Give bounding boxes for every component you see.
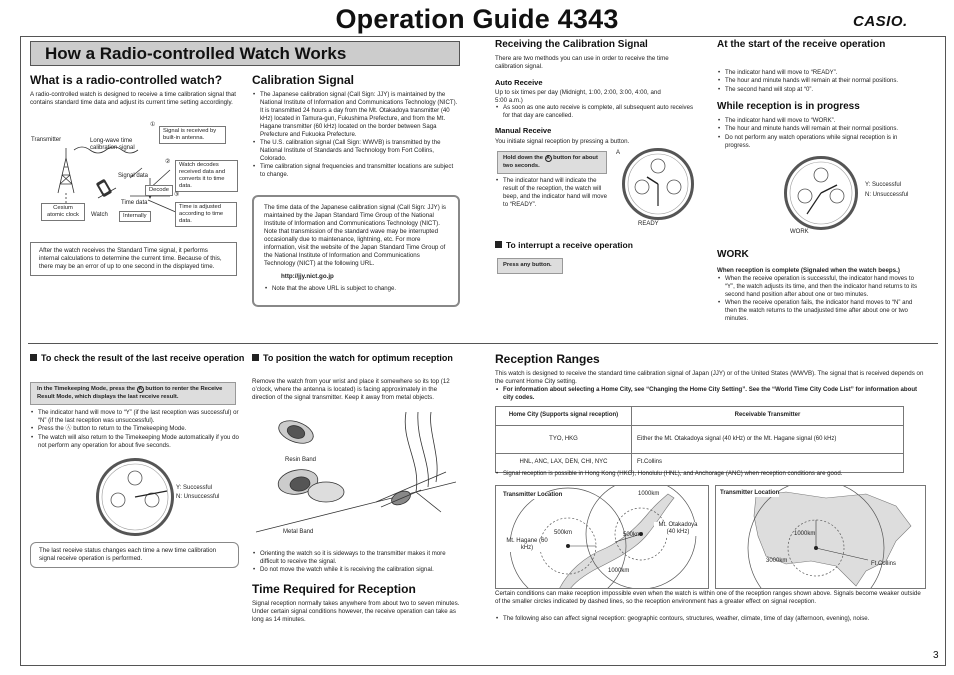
usa-map-graphic (716, 486, 926, 589)
table-cell: HNL, ANC, LAX, DEN, CHI, NYC (496, 454, 632, 473)
hold-button-box (497, 151, 607, 174)
step3-box: Time is adjusted according to time data. (175, 202, 237, 227)
step2-marker: ② (165, 159, 171, 165)
ranges-conditions: Certain conditions can make reception impossible even when the watch is within one of the reception ranges shown above. Signals become weaker outside of the smaller circles indicated by dashed lines, so the reception environment has a greater effect on signal reception. (495, 590, 921, 606)
n-unsuccessful-label: N: Unsuccessful (865, 192, 909, 198)
table-header-row (496, 407, 904, 426)
start-bullet: • The second hand will stop at “0”. (717, 86, 922, 94)
button-a-icon: A (138, 386, 143, 392)
check-box (30, 382, 236, 405)
map2-1000km: 1000km (794, 531, 816, 537)
hk-note: • Signal reception is possible in Hong Kong (HKG), Honolulu (HNL), and Anchorage (ANC) when reception conditions are good. (495, 470, 925, 478)
watch-work-illustration (784, 156, 858, 230)
start-bullet: • The hour and minute hands will remain at their normal positions. (717, 77, 922, 85)
divider (28, 343, 938, 344)
map1-title: Transmitter Location (503, 492, 563, 498)
square-bullet-icon (30, 354, 37, 361)
auto-receive-text: Up to six times per day (Midnight, 1:00, 2:00, 3:00, 4:00, and 5:00 a.m.) (495, 89, 661, 105)
while-heading: While reception is in progress (717, 101, 860, 112)
watch-on-table-illustration (256, 412, 456, 544)
signal-data-label: Signal data (118, 173, 149, 179)
step3-marker: ③ (174, 192, 180, 198)
ranges-bold-bullet: • For information about selecting a Home City, see “Changing the Home City Setting”. See the “World Time City Code List” for information about city codes. (495, 386, 925, 402)
calibration-bullet: • The U.S. calibration signal (Call Sign: WWVB) is transmitted by the National Institute of Standards and Technology from Fort Collins, Colorado. (252, 139, 459, 163)
japan-range-map (495, 485, 709, 589)
check-note-box: The last receive status changes each time a new time calibration signal receive operation is performed. (30, 542, 239, 568)
time-required-text: Signal reception normally takes anywhere from about two to seven minutes. Under certain signal conditions however, the receive operation can take as long as 14 minutes. (252, 600, 460, 624)
while-bullet: • The hour and minute hands will remain at their normal positions. (717, 125, 922, 133)
manual-receive-text: You initiate signal reception by pressing a button. (495, 138, 630, 145)
resin-band-label: Resin Band (285, 457, 317, 463)
receiving-intro: There are two methods you can use in order to receive the time calibration signal. (495, 55, 669, 71)
hold-suffix: button for about two seconds. (503, 155, 598, 169)
nict-url[interactable]: http://jjy.nict.go.jp (281, 272, 334, 280)
page-number: 3 (933, 650, 939, 661)
position-illustration (256, 412, 456, 544)
indicator-bullets (495, 177, 610, 209)
step2-box: Watch decodes received data and converts it to time data. (175, 160, 238, 192)
hk-note-list (495, 470, 925, 478)
position-heading-text: To position the watch for optimum reception (263, 353, 453, 363)
manual-receive-heading: Manual Receive (495, 126, 552, 135)
map1-1000km-a: 1000km (638, 491, 660, 497)
hagane-label: Mt. Hagane (60 kHz) (506, 538, 548, 552)
nict-info-box (252, 195, 460, 307)
work-bullet: • When the receive operation is successful, the indicator hand moves to “Y”, the watch adjusts its time, and then the indicator hand returns to its second hand position after about one or two minutes. (717, 275, 925, 299)
table-cell: Ft.Collins (632, 454, 904, 473)
section-title: How a Radio-controlled Watch Works (30, 41, 460, 66)
receiving-heading: Receiving the Calibration Signal (495, 39, 648, 50)
map1-500km-a: 500km (554, 530, 573, 536)
y-successful-label: Y: Successful (865, 182, 902, 188)
longwave-label: Long-wave time calibration signal (90, 138, 135, 152)
work-label: WORK (790, 229, 809, 235)
check-heading-text: To check the result of the last receive operation (41, 353, 245, 363)
while-bullet: • The indicator hand will move to “WORK”. (717, 117, 922, 125)
watch-result-illustration (96, 458, 174, 536)
watch-face-icon (625, 151, 691, 217)
calibration-bullets (252, 91, 459, 180)
check-heading (30, 353, 245, 364)
position-bullet: • Orienting the watch so it is sideways to the transmitter makes it more difficult to receive the signal. (252, 550, 462, 566)
work-bullets (717, 275, 925, 324)
map1-1000km-b: 1000km (608, 568, 630, 574)
table-header: Receivable Transmitter (632, 407, 904, 426)
while-bullets (717, 117, 922, 150)
position-bullets (252, 550, 462, 575)
ranges-following-list (495, 615, 925, 623)
ranges-following: • The following also can affect signal reception: geographic contours, structures, weather, climate, time of day (afternoon, evening), noise. (495, 615, 925, 623)
metal-band-label: Metal Band (283, 529, 314, 535)
what-text: A radio-controlled watch is designed to receive a time calibration signal that contains standard time data and adjust its current time setting accordingly. (30, 91, 237, 107)
after-note-box: After the watch receives the Standard Time signal, it performs internal calculations to determine the current time. Because of this, there may be an error of up to one second in the displayed time. (30, 242, 237, 276)
table-cell: Either the Mt. Otakadoya signal (40 kHz) or the Mt. Hagane signal (60 kHz) (632, 426, 904, 454)
ranges-intro: This watch is designed to receive the standard time calibration signal of Japan (JJY) or of the United States (WWVB). The signal that is received depends on the current Home City setting. (495, 370, 924, 386)
calibration-bullet: • The Japanese calibration signal (Call Sign: JJY) is maintained by the National Institute of Information and Communications Technology (NICT). It is transmitted 24 hours a day from the Mt. Otakadoya transmitter (40 kHz) located in Tamura-gun, Fukushima Prefecture, and from the Mt. Hagane transmitter (60 kHz) located on the border between Saga Prefecture and Fukuoka Prefecture. (252, 91, 459, 139)
table-row (496, 426, 904, 454)
map2-title: Transmitter Location (720, 490, 780, 496)
button-a-icon: A (546, 155, 550, 161)
start-bullets (717, 69, 922, 94)
interrupt-heading (495, 240, 633, 251)
work-subheading: When reception is complete (Signaled when the watch beeps.) (717, 267, 900, 274)
ranges-heading: Reception Ranges (495, 352, 600, 366)
work-bullet: • When the receive operation fails, the indicator hand moves to “N” and then the watch returns to the unadjusted time after about one or two minutes. (717, 299, 925, 323)
watch-ready-illustration (622, 148, 694, 220)
y-successful-label: Y: Successful (176, 485, 213, 491)
check-box-prefix: In the Timekeeping Mode, press the (37, 386, 137, 392)
map2-3000km: 3000km (766, 558, 788, 564)
map1-500km-b: 500km (623, 532, 642, 538)
ft-collins-label: Ft.Collins (871, 561, 897, 567)
square-bullet-icon (495, 241, 502, 248)
brand-text: CASIO. (853, 13, 908, 30)
n-unsuccessful-label: N: Unsuccessful (176, 494, 220, 500)
watch-face-icon (787, 159, 855, 227)
calibration-heading: Calibration Signal (252, 73, 355, 87)
start-bullet: • The indicator hand will move to “READY”. (717, 69, 922, 77)
calibration-bullet: • Time calibration signal frequencies and transmitter locations are subject to change. (252, 163, 459, 179)
watch-face-icon (99, 461, 171, 533)
cesium-box: Cesium atomic clock (41, 203, 85, 221)
document-title: Operation Guide 4343 (335, 4, 619, 34)
check-bullets (30, 409, 242, 450)
position-text: Remove the watch from your wrist and place it somewhere so its top (12 o’clock, where the antenna is located) is facing approximately in the direction of the signal transmitter. Keep it away from metal objects. (252, 378, 450, 402)
table-cell: TYO, HKG (496, 426, 632, 454)
check-box-suffix: button to renter the Receive Result Mode, which displays the last receive result. (37, 386, 223, 400)
url-note: • Note that the above URL is subject to change. (264, 285, 448, 293)
step1-box: Signal is received by built-in antenna. (159, 126, 226, 144)
time-data-label: Time data (121, 200, 148, 206)
check-bullet: • Press the Ⓐ button to return to the Timekeeping Mode. (30, 425, 242, 433)
url-note-list (264, 285, 448, 293)
check-bullet: • The indicator hand will move to “Y” (if the last reception was successful) or “N” (if the last reception was unsuccessful). (30, 409, 242, 425)
usa-range-map (715, 485, 926, 589)
watch-label: Watch (91, 212, 108, 218)
while-bullet: • Do not perform any watch operations while signal reception is in progress. (717, 134, 922, 150)
indicator-bullet: • The indicator hand will indicate the result of the reception, the watch will beep, and the indicator hand will move to “READY”. (495, 177, 610, 209)
start-heading: At the start of the receive operation (717, 39, 886, 50)
ranges-bold-bullets (495, 386, 925, 402)
step1-marker: ① (150, 122, 156, 128)
time-required-heading: Time Required for Reception (252, 582, 416, 596)
auto-receive-bullet: • As soon as one auto receive is complete, all subsequent auto receives for that day are cancelled. (495, 104, 695, 120)
what-heading: What is a radio-controlled watch? (30, 73, 223, 87)
position-bullet: • Do not move the watch while it is receiving the calibration signal. (252, 566, 462, 574)
internally-box: Internally (119, 211, 151, 222)
button-a-label: A (616, 150, 621, 156)
auto-receive-bullets (495, 104, 695, 120)
nict-info-text: The time data of the Japanese calibration signal (Call Sign: JJY) is maintained by the Japan Standard Time Group of the National Institute of Information and Communications Technology (NICT). Note that transmission of the standard wave may be interrupted occasionally due to maintenance, lightning, etc. For more information, visit the website of the Japan Standard Time Group of the National Institute of Information and Communications Technology (NICT) at the following URL. (264, 204, 446, 268)
work-heading: WORK (717, 249, 749, 260)
position-heading (252, 353, 462, 364)
transmitter-label: Transmitter (31, 137, 62, 143)
interrupt-heading-text: To interrupt a receive operation (506, 240, 633, 250)
check-bullet: • The watch will also return to the Timekeeping Mode automatically if you do not perform any operation for about five seconds. (30, 434, 242, 450)
table-header: Home City (Supports signal reception) (496, 407, 632, 426)
square-bullet-icon (252, 354, 259, 361)
otakadoya-label: Mt. Otakadoya (40 kHz) (654, 522, 702, 536)
decode-box: Decode (145, 185, 173, 196)
radio-diagram (30, 118, 245, 236)
interrupt-box: Press any button. (497, 258, 563, 274)
hold-prefix: Hold down the (503, 155, 545, 161)
home-city-table (495, 406, 904, 473)
ready-label: READY (638, 221, 659, 227)
auto-receive-heading: Auto Receive (495, 78, 543, 87)
